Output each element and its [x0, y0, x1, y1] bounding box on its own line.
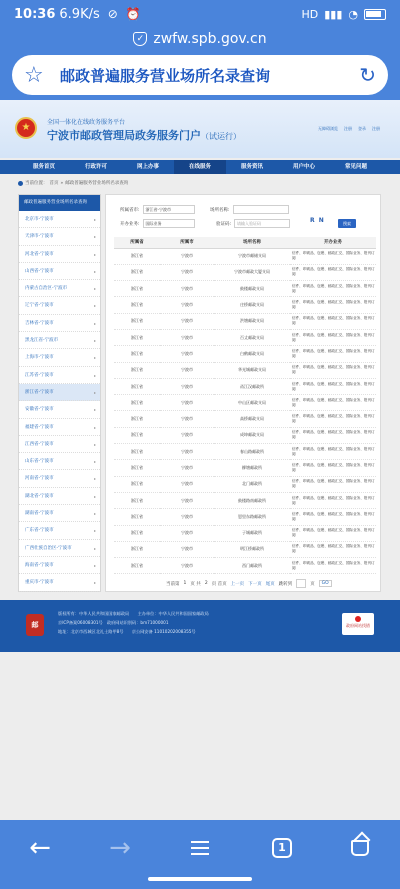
nav-home[interactable]: 服务首页 — [32, 164, 55, 170]
table-row — [114, 525, 376, 541]
cell-business: 信件、印刷品、包裹、邮政汇兑、国际业务、报刊订阅 — [290, 558, 376, 574]
code-row — [216, 219, 290, 228]
cell-name: 白鹤邮政支局 — [214, 346, 290, 362]
biz-label: 开办业务: — [120, 221, 140, 227]
table-row — [114, 460, 376, 476]
table-row — [114, 362, 376, 378]
portal-title — [47, 127, 241, 143]
cell-business: 信件、印刷品、包裹、邮政汇兑、国际业务、报刊订阅 — [290, 362, 376, 378]
cell-name: 宁波市邮政大厦支局 — [214, 264, 290, 280]
pager-current-label: 当前第 — [166, 581, 180, 587]
biz-select[interactable]: 国际业务 — [143, 219, 195, 228]
cell-province: 浙江省 — [114, 558, 160, 574]
cell-business: 信件、印刷品、包裹、邮政汇兑、国际业务、报刊订阅 — [290, 525, 376, 541]
register-link[interactable]: 注册 — [344, 126, 352, 131]
cell-province: 浙江省 — [114, 427, 160, 443]
cell-business: 信件、印刷品、包裹、邮政汇兑、国际业务、报刊订阅 — [290, 346, 376, 362]
sidebar-item[interactable]: 吉林省-宁波市 ▸ — [19, 315, 100, 332]
site-footer — [0, 600, 400, 652]
sidebar-item[interactable]: 内蒙古自治区-宁波市 ▸ — [19, 280, 100, 297]
cell-city: 宁波市 — [160, 378, 214, 394]
star-icon[interactable]: ☆ — [24, 62, 44, 88]
cell-business: 信件、印刷品、包裹、邮政汇兑、国际业务、报刊订阅 — [290, 427, 376, 443]
nav-online-service[interactable]: 在线服务 — [174, 160, 226, 174]
results-panel — [105, 194, 381, 592]
pager-go-button[interactable]: GO — [319, 580, 332, 587]
code-label: 验证码: — [216, 221, 232, 227]
wifi-icon: ◔ — [348, 7, 358, 21]
sidebar-item[interactable]: 福建省-宁波市 ▸ — [19, 419, 100, 436]
table-row — [114, 395, 376, 411]
cell-business: 信件、印刷品、包裹、邮政汇兑、国际业务、报刊订阅 — [290, 476, 376, 492]
sidebar-item[interactable]: 河北省-宁波市 ▸ — [19, 246, 100, 263]
table-row — [114, 297, 376, 313]
cell-name: 洪塘邮政支局 — [214, 313, 290, 329]
cell-name: 子城邮政所 — [214, 525, 290, 541]
cell-province: 浙江省 — [114, 460, 160, 476]
cell-name: 华光城邮政支局 — [214, 362, 290, 378]
cell-city: 宁波市 — [160, 558, 214, 574]
cell-city: 宁波市 — [160, 492, 214, 508]
url-text: zwfw.spb.gov.cn — [153, 31, 267, 47]
pager-total-unit[interactable]: 页 首页 — [211, 581, 227, 587]
pager-jump: 跳转到 — [278, 581, 293, 587]
col-province: 所属省 — [114, 237, 160, 248]
sidebar-item[interactable]: 湖北省-宁波市 ▸ — [19, 488, 100, 505]
url-bar[interactable] — [0, 28, 400, 50]
name-row — [210, 205, 289, 214]
web-content — [0, 100, 400, 820]
cell-name: 中山区邮政支局 — [214, 395, 290, 411]
cell-city: 宁波市 — [160, 427, 214, 443]
sidebar-item[interactable]: 广西壮族自治区-宁波市 ▸ — [19, 540, 100, 557]
cell-name: 鼓楼邮政支局 — [214, 281, 290, 297]
signal-icon: ▮▮▮ — [324, 7, 343, 21]
cell-business: 信件、印刷品、包裹、邮政汇兑、国际业务、报刊订阅 — [290, 460, 376, 476]
cell-province: 浙江省 — [114, 395, 160, 411]
gov-badge-label: 政府网站找错 — [346, 623, 370, 628]
table-row — [114, 558, 376, 574]
cell-name: 百丈邮政支局 — [214, 329, 290, 345]
hd-icon: HD — [301, 7, 319, 21]
cell-city: 宁波市 — [160, 329, 214, 345]
sidebar-item[interactable]: 山西省-宁波市 ▸ — [19, 263, 100, 280]
post-logo-icon: 邮 — [26, 614, 44, 636]
sidebar-item[interactable]: 北京市-宁波市 ▸ — [19, 211, 100, 228]
pager-total: 2 — [204, 581, 208, 586]
sidebar-item[interactable]: 海南省-宁波市 ▸ — [19, 557, 100, 574]
sidebar-item[interactable]: 广东省-宁波市 ▸ — [19, 522, 100, 539]
cell-province: 浙江省 — [114, 444, 160, 460]
cell-province: 浙江省 — [114, 313, 160, 329]
footer-line1: 版权所有：中华人民共和国国家邮政局 主办单位：中华人民共和国国家邮政局 — [58, 611, 209, 616]
cell-province: 浙江省 — [114, 362, 160, 378]
table-row — [114, 346, 376, 362]
cell-city: 宁波市 — [160, 460, 214, 476]
table-row — [114, 329, 376, 345]
table-row — [114, 444, 376, 460]
reload-icon[interactable]: ↻ — [359, 63, 376, 87]
cell-business: 信件、印刷品、包裹、邮政汇兑、国际业务、报刊订阅 — [290, 395, 376, 411]
table-row — [114, 248, 376, 264]
cell-business: 信件、印刷品、包裹、邮政汇兑、国际业务、报刊订阅 — [290, 297, 376, 313]
nav-faq[interactable]: 常见问题 — [344, 164, 367, 170]
cell-city: 宁波市 — [160, 476, 214, 492]
name-input[interactable] — [233, 205, 289, 214]
cell-province: 浙江省 — [114, 378, 160, 394]
cell-name: 恩里东路邮政所 — [214, 509, 290, 525]
cell-city: 宁波市 — [160, 411, 214, 427]
sidebar-item[interactable]: 天津市-宁波市 ▸ — [19, 228, 100, 245]
cell-business: 信件、印刷品、包裹、邮政汇兑、国际业务、报刊订阅 — [290, 281, 376, 297]
cell-name: 成坤邮政支局 — [214, 427, 290, 443]
footer-text — [58, 609, 209, 636]
browser-title-bar — [0, 50, 400, 100]
biz-row — [120, 219, 195, 228]
cell-name: 庄桥邮政支局 — [214, 297, 290, 313]
nav-user-center[interactable]: 用户中心 — [292, 164, 315, 170]
name-label: 场所名称: — [210, 207, 230, 213]
table-row — [114, 313, 376, 329]
footer-line2: 京ICP备案06008301号 政府网站识别码：bm71000001 — [58, 620, 169, 625]
city-label: 所属省市: — [120, 207, 140, 213]
secure-shield-icon: ✓ — [133, 32, 147, 46]
mute-icon: ⊘ — [107, 7, 118, 21]
cell-province: 浙江省 — [114, 297, 160, 313]
sidebar-item[interactable]: 重庆市-宁波市 ▸ — [19, 574, 100, 591]
table-row — [114, 492, 376, 508]
sidebar-item[interactable]: 山东省-宁波市 ▸ — [19, 453, 100, 470]
cell-business: 信件、印刷品、包裹、邮政汇兑、国际业务、报刊订阅 — [290, 411, 376, 427]
sidebar-item[interactable]: 江西省-宁波市 ▸ — [19, 436, 100, 453]
cell-city: 宁波市 — [160, 444, 214, 460]
gov-error-report-badge[interactable] — [342, 613, 374, 635]
cell-province: 浙江省 — [114, 476, 160, 492]
pager-prev[interactable]: 上一页 — [230, 581, 245, 587]
breadcrumb-home[interactable]: 首页 — [49, 181, 59, 186]
breadcrumb-current: 邮政普遍服务营业场所名录查询 — [65, 181, 129, 186]
province-sidebar — [18, 194, 101, 592]
portal-title-sub: （试运行） — [201, 132, 241, 141]
cell-business: 信件、印刷品、包裹、邮政汇兑、国际业务、报刊订阅 — [290, 509, 376, 525]
table-row — [114, 427, 376, 443]
cell-city: 宁波市 — [160, 509, 214, 525]
nav-news[interactable]: 服务资讯 — [240, 164, 263, 170]
cell-province: 浙江省 — [114, 248, 160, 264]
menu-icon[interactable] — [186, 834, 214, 862]
table-header-row — [114, 237, 376, 248]
cell-name: 明江桥邮政所 — [214, 541, 290, 557]
cell-province: 浙江省 — [114, 492, 160, 508]
register-link-2[interactable]: 注册 — [372, 126, 380, 131]
status-time: 10:36 — [14, 6, 56, 22]
city-row — [120, 205, 195, 214]
results-table — [114, 237, 376, 574]
table-row — [114, 378, 376, 394]
cell-province: 浙江省 — [114, 329, 160, 345]
page-title: 邮政普遍服务营业场所名录查询 — [60, 66, 271, 85]
cell-name: 西门邮政所 — [214, 558, 290, 574]
main-nav — [0, 160, 400, 174]
cell-city: 宁波市 — [160, 248, 214, 264]
footer-line3: 地址：北京市西城区北礼士路甲8号 京公网安备 11010202008355号 — [58, 629, 196, 634]
cell-province: 浙江省 — [114, 281, 160, 297]
cell-city: 宁波市 — [160, 281, 214, 297]
cell-business: 信件、印刷品、包裹、邮政汇兑、国际业务、报刊订阅 — [290, 444, 376, 460]
cell-name: 鼓楼路南邮政所 — [214, 492, 290, 508]
platform-subtitle: 全国一体化在线政务服务平台 — [47, 119, 126, 126]
national-emblem-icon: ★ — [15, 117, 37, 139]
sidebar-item[interactable]: 上海市-宁波市 ▸ — [19, 349, 100, 366]
breadcrumb — [18, 180, 128, 186]
cell-city: 宁波市 — [160, 541, 214, 557]
sidebar-item-zhejiang[interactable]: 浙江省-宁波市 ▸ — [19, 384, 100, 401]
location-icon — [18, 181, 23, 186]
status-speed: 6.9K/s — [59, 6, 100, 22]
cell-business: 信件、印刷品、包裹、邮政汇兑、国际业务、报刊订阅 — [290, 378, 376, 394]
cell-city: 宁波市 — [160, 313, 214, 329]
cell-province: 浙江省 — [114, 541, 160, 557]
cell-name: 北门邮政所 — [214, 476, 290, 492]
sidebar-item[interactable]: 安徽省-宁波市 ▸ — [19, 401, 100, 418]
cell-city: 宁波市 — [160, 346, 214, 362]
header-links — [318, 126, 380, 132]
sidebar-item[interactable]: 江苏省-宁波市 ▸ — [19, 367, 100, 384]
cell-name: 高桥邮政支局 — [214, 411, 290, 427]
cell-city: 宁波市 — [160, 297, 214, 313]
breadcrumb-label: 当前位置： — [25, 181, 48, 186]
pager-page-unit: 页 共 — [190, 581, 201, 587]
forward-arrow-icon[interactable]: → — [109, 833, 131, 863]
table-row — [114, 411, 376, 427]
cell-business: 信件、印刷品、包裹、邮政汇兑、国际业务、报刊订阅 — [290, 264, 376, 280]
login-link[interactable]: 登录 — [358, 126, 366, 131]
cell-province: 浙江省 — [114, 264, 160, 280]
cell-province: 浙江省 — [114, 509, 160, 525]
col-name: 场所名称 — [214, 237, 290, 248]
pager-last[interactable]: 尾页 — [265, 581, 275, 587]
tabs-icon[interactable]: 1 — [268, 834, 296, 862]
cell-province: 浙江省 — [114, 411, 160, 427]
cell-business: 信件、印刷品、包裹、邮政汇兑、国际业务、报刊订阅 — [290, 329, 376, 345]
cell-city: 宁波市 — [160, 264, 214, 280]
portal-title-text: 宁波市邮政管理局政务服务门户 — [47, 129, 201, 142]
sidebar-item[interactable]: 辽宁省-宁波市 ▸ — [19, 297, 100, 314]
cell-name: 柳塘邮政所 — [214, 460, 290, 476]
search-button[interactable]: 搜索 — [338, 219, 356, 228]
cell-name: 宁波市邮储支局 — [214, 248, 290, 264]
col-business: 开办业务 — [290, 237, 376, 248]
code-input[interactable]: 请输入验证码 — [234, 219, 290, 228]
cell-name: 甬江汉邮政所 — [214, 378, 290, 394]
pager-current: 1 — [183, 581, 187, 586]
nav-permit[interactable]: 行政许可 — [84, 164, 107, 170]
table-row — [114, 509, 376, 525]
table-row — [114, 264, 376, 280]
pager-next[interactable]: 下一页 — [248, 581, 262, 587]
battery-icon — [364, 9, 386, 20]
gesture-bar[interactable] — [148, 877, 252, 881]
title-pill[interactable] — [12, 55, 388, 95]
cell-business: 信件、印刷品、包裹、邮政汇兑、国际业务、报刊订阅 — [290, 492, 376, 508]
cell-province: 浙江省 — [114, 346, 160, 362]
sidebar-item[interactable]: 湖南省-宁波市 ▸ — [19, 505, 100, 522]
cell-city: 宁波市 — [160, 362, 214, 378]
captcha-image[interactable]: R N — [310, 217, 325, 224]
sidebar-title: 邮政普遍服务营业场所名录查询 — [19, 195, 100, 211]
city-select[interactable]: 浙江省-宁波市 — [143, 205, 195, 214]
sidebar-item[interactable]: 黑龙江省-宁波市 ▸ — [19, 332, 100, 349]
breadcrumb-sep: » — [60, 180, 64, 186]
table-row — [114, 476, 376, 492]
cell-business: 信件、印刷品、包裹、邮政汇兑、国际业务、报刊订阅 — [290, 541, 376, 557]
gov-badge-icon — [355, 616, 361, 622]
status-bar — [0, 0, 400, 28]
cell-business: 信件、印刷品、包裹、邮政汇兑、国际业务、报刊订阅 — [290, 248, 376, 264]
pager-jump-unit: 页 — [310, 581, 315, 587]
browser-bottom-nav — [0, 820, 400, 889]
cell-business: 信件、印刷品、包裹、邮政汇兑、国际业务、报刊订阅 — [290, 313, 376, 329]
cell-name: 春山路邮政所 — [214, 444, 290, 460]
back-arrow-icon[interactable]: ← — [29, 833, 51, 863]
cell-province: 浙江省 — [114, 525, 160, 541]
accessibility-link[interactable]: 无障碍浏览 — [318, 126, 338, 131]
table-row — [114, 281, 376, 297]
sidebar-item[interactable]: 河南省-宁波市 ▸ — [19, 470, 100, 487]
table-row — [114, 541, 376, 557]
nav-online-affairs[interactable]: 网上办事 — [136, 164, 159, 170]
pager-jump-input[interactable] — [296, 579, 306, 588]
home-icon[interactable] — [346, 834, 374, 862]
alarm-icon: ⏰ — [125, 7, 141, 21]
site-banner — [0, 100, 400, 158]
pager — [166, 579, 332, 588]
cell-city: 宁波市 — [160, 525, 214, 541]
col-city: 所属市 — [160, 237, 214, 248]
cell-city: 宁波市 — [160, 395, 214, 411]
